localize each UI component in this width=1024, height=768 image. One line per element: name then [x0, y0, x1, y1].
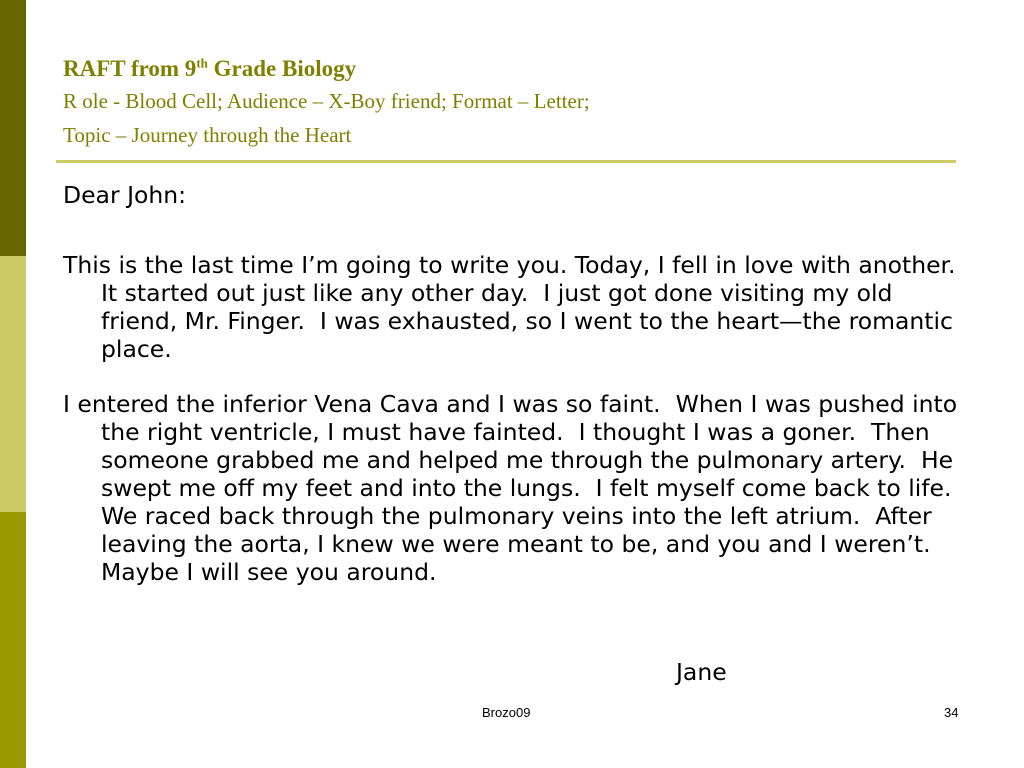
side-bar-light-segment — [0, 256, 26, 512]
title-line-1 — [63, 54, 963, 84]
letter-body — [63, 181, 963, 613]
footer-author: Brozo09 — [482, 705, 531, 720]
slide-title — [63, 54, 963, 152]
letter-signature: Jane — [676, 658, 727, 686]
side-bar-mid-segment — [0, 512, 26, 768]
title-line-3: Topic – Journey through the Heart — [63, 123, 352, 147]
side-bar-dark-segment — [0, 0, 26, 256]
title-prefix: RAFT from 9 — [63, 56, 197, 81]
letter-paragraph-1: This is the last time I’m going to write you. Today, I fell in love with another. It started out just like any other day. I just got done visiting my old friend, Mr. Finger. I was exhausted, so I went to the heart—the romantic place. — [63, 251, 963, 363]
title-superscript: th — [196, 55, 208, 71]
page-number: 34 — [944, 705, 959, 720]
title-divider — [56, 160, 956, 163]
letter-salutation: Dear John: — [63, 181, 187, 209]
title-line-2: R ole - Blood Cell; Audience – X-Boy friend; Format – Letter; — [63, 89, 590, 113]
letter-paragraph-2: I entered the inferior Vena Cava and I was so faint. When I was pushed into the right ventricle, I must have fainted. I thought I was a goner. Then someone grabbed me and helped me through the pulmonary artery. He swept me off my feet and into the lungs. I felt myself come back to life. We raced back through the pulmonary veins into the left atrium. After leaving the aorta, I knew we were meant to be, and you and I weren’t. Maybe I will see you around. — [63, 390, 959, 586]
title-suffix: Grade Biology — [207, 56, 357, 81]
